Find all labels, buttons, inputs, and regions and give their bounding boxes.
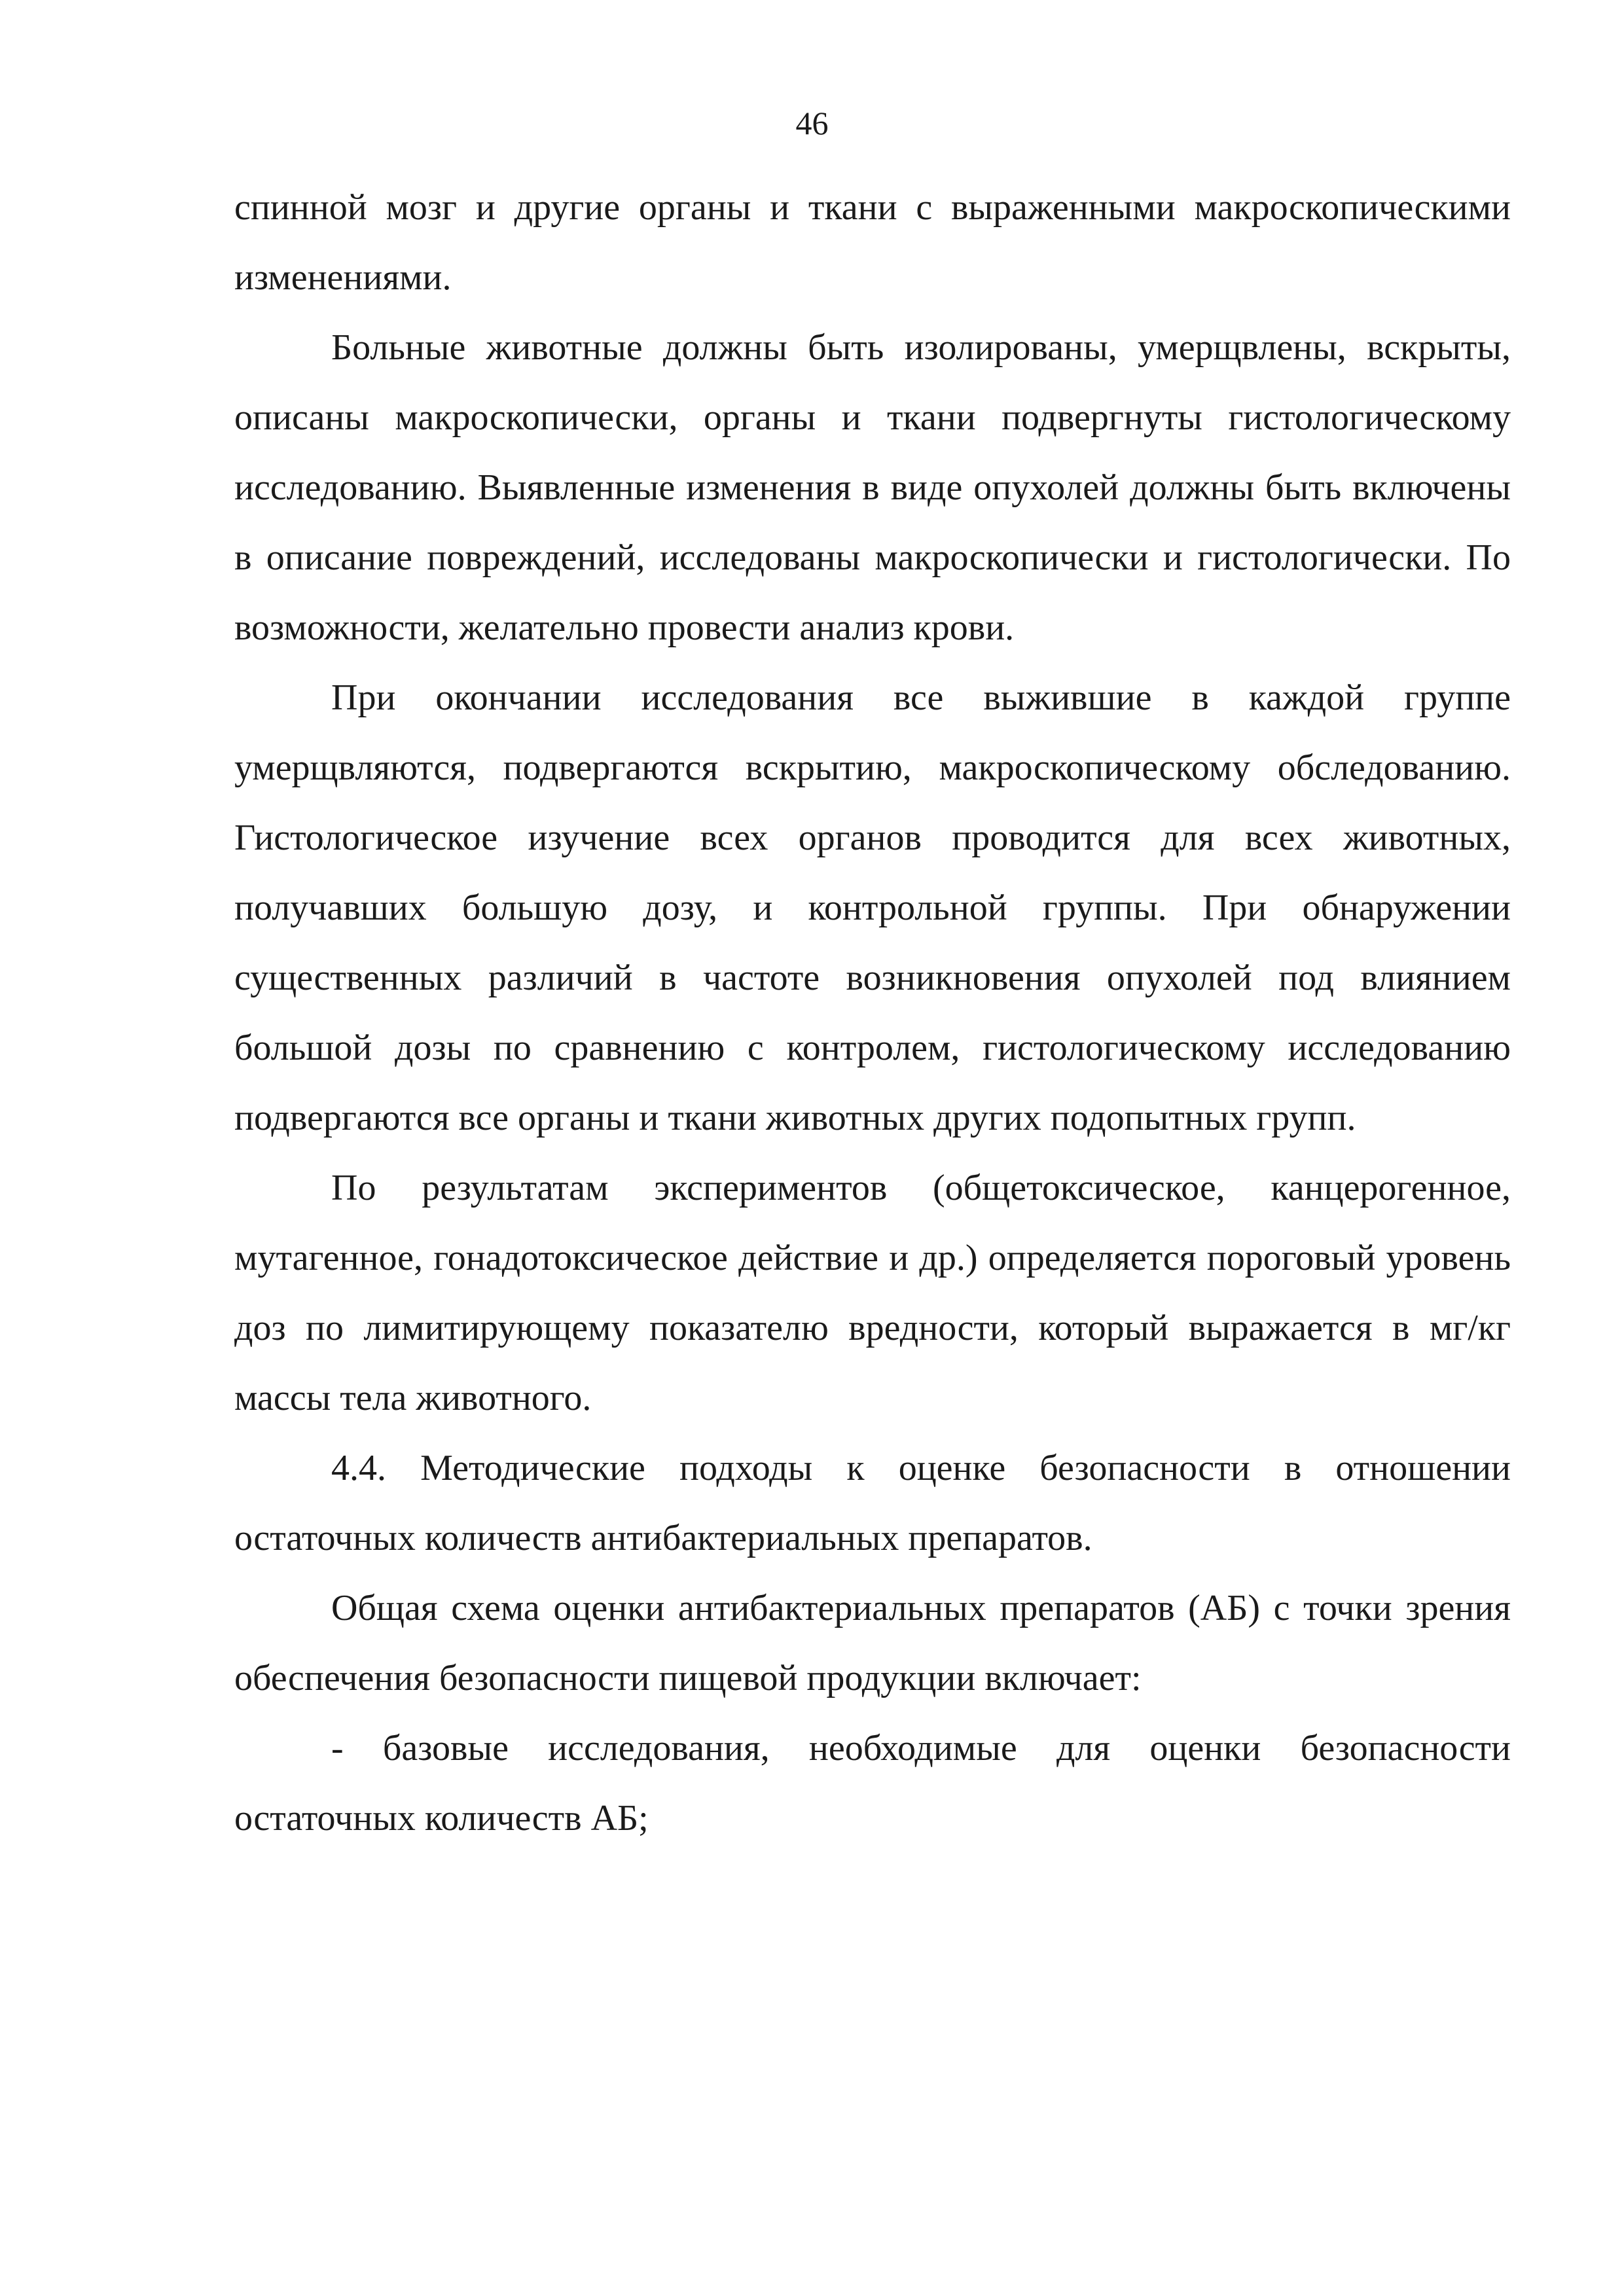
body-text	[234, 173, 1511, 1854]
paragraph-continuation: спинной мозг и другие органы и ткани с выраженными макроскопическими изменениями.	[234, 187, 1511, 298]
paragraph-results: По результатам экспериментов (общетоксическое, канцерогенное, мутагенное, гонадотоксическое действие и др.) определяется пороговый уровень доз по лимитирующему показателю вредности, который выражается в мг/кг массы тела животного.	[234, 1168, 1511, 1418]
paragraph-general-scheme: Общая схема оценки антибактериальных препаратов (АБ) с точки зрения обеспечения безопасности пищевой продукции включает:	[234, 1588, 1511, 1698]
list-item-basic-studies: - базовые исследования, необходимые для оценки безопасности остаточных количеств АБ;	[234, 1728, 1511, 1839]
paragraph-end-of-study: При окончании исследования все выжившие в каждой группе умерщвляются, подвергаются вскрытию, макроскопическому обследованию. Гистологическое изучение всех органов проводится для всех животных, получавших большую дозу, и контрольной группы. При обнаружении существенных различий в частоте возникновения опухолей под влиянием большой дозы по сравнению с контролем, гистологическому исследованию подвергаются все органы и ткани животных других подопытных групп.	[234, 677, 1511, 1138]
section-heading-4-4: 4.4. Методические подходы к оценке безопасности в отношении остаточных количеств антибактериальных препаратов.	[234, 1448, 1511, 1558]
paragraph-sick-animals: Больные животные должны быть изолированы, умерщвлены, вскрыты, описаны макроскопически, органы и ткани подвергнуты гистологическому исследованию. Выявленные изменения в виде опухолей должны быть включены в описание повреждений, исследованы макроскопически и гистологически. По возможности, желательно провести анализ крови.	[234, 327, 1511, 648]
page-number: 46	[795, 105, 829, 141]
